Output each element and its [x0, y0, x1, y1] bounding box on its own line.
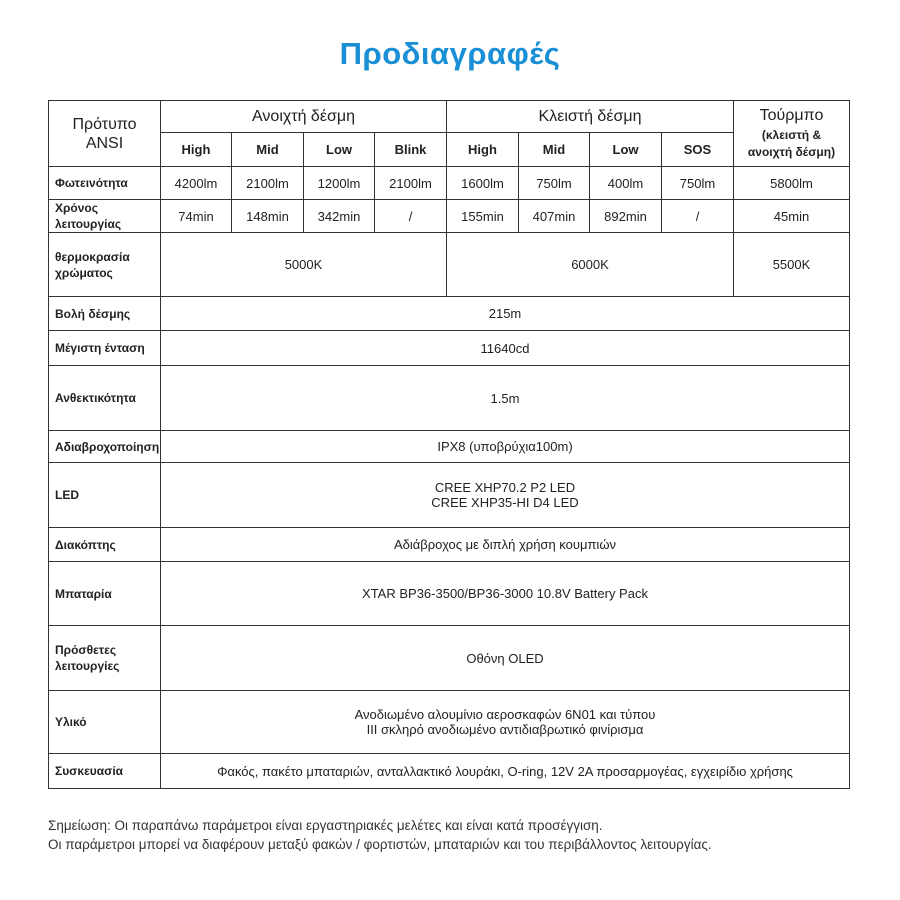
mode-header-row: [49, 133, 850, 167]
cell: 5000K: [161, 233, 447, 297]
cell: 4200lm: [161, 167, 232, 200]
cell: Ανοδιωμένο αλουμίνιο αεροσκαφών 6N01 και τύπου III σκληρό ανοδιωμένο αντιδιαβρωτικό φινίρισμα: [161, 691, 850, 754]
mode-closed-low: Low: [590, 133, 662, 167]
cell: 74min: [161, 200, 232, 233]
mode-open-low: Low: [304, 133, 375, 167]
cell: Οθόνη OLED: [161, 626, 850, 691]
cell: 11640cd: [161, 331, 850, 366]
cell: 5800lm: [734, 167, 850, 200]
cell: 155min: [447, 200, 519, 233]
cell: 1600lm: [447, 167, 519, 200]
row-label: Βολή δέσμης: [49, 297, 161, 331]
turbo-header: Τούρμπο (κλειστή & ανοιχτή δέσμη): [734, 101, 850, 167]
table-row: [49, 562, 850, 626]
spec-table: [48, 100, 850, 789]
row-label: Μπαταρία: [49, 562, 161, 626]
cell: 5500K: [734, 233, 850, 297]
table-row: [49, 167, 850, 200]
footnote-line: Σημείωση: Οι παραπάνω παράμετροι είναι εργαστηριακές μελέτες και είναι κατά προσέγγιση.: [48, 818, 603, 833]
row-label: Φωτεινότητα: [49, 167, 161, 200]
cell: 2100lm: [232, 167, 304, 200]
cell: XTAR BP36-3500/BP36-3000 10.8V Battery Pack: [161, 562, 850, 626]
table-row: [49, 691, 850, 754]
cell: Φακός, πακέτο μπαταριών, ανταλλακτικό λουράκι, O-ring, 12V 2A προσαρμογέας, εγχειρίδιο χρήσης: [161, 754, 850, 789]
cell: 892min: [590, 200, 662, 233]
cell: 1200lm: [304, 167, 375, 200]
table-row: [49, 754, 850, 789]
page-title: Προδιαγραφές: [339, 36, 561, 71]
cell: 400lm: [590, 167, 662, 200]
open-beam-header: Ανοιχτή δέσμη: [161, 101, 447, 133]
cell: 148min: [232, 200, 304, 233]
cell: 407min: [519, 200, 590, 233]
cell: Αδιάβροχος με διπλή χρήση κουμπιών: [161, 528, 850, 562]
ansi-header: Πρότυπο ANSI: [49, 101, 161, 167]
cell: 2100lm: [375, 167, 447, 200]
mode-closed-high: High: [447, 133, 519, 167]
row-label: θερμοκρασία χρώματος: [49, 233, 161, 297]
closed-beam-header: Κλειστή δέσμη: [447, 101, 734, 133]
cell: 750lm: [519, 167, 590, 200]
cell: 45min: [734, 200, 850, 233]
row-label: Χρόνος λειτουργίας: [49, 200, 161, 233]
row-label: Ανθεκτικότητα: [49, 366, 161, 431]
header-row: [49, 101, 850, 133]
cell: /: [662, 200, 734, 233]
cell: IPX8 (υποβρύχια100m): [161, 431, 850, 463]
mode-open-blink: Blink: [375, 133, 447, 167]
footnote: [48, 816, 712, 854]
row-label: Συσκευασία: [49, 754, 161, 789]
row-label: Πρόσθετες λειτουργίες: [49, 626, 161, 691]
cell: CREE XHP70.2 P2 LED CREE XHP35-HI D4 LED: [161, 463, 850, 528]
cell: 1.5m: [161, 366, 850, 431]
table-row: [49, 366, 850, 431]
table-row: [49, 431, 850, 463]
mode-closed-mid: Mid: [519, 133, 590, 167]
mode-open-high: High: [161, 133, 232, 167]
mode-closed-sos: SOS: [662, 133, 734, 167]
table-row: [49, 233, 850, 297]
table-row: [49, 463, 850, 528]
table-row: [49, 297, 850, 331]
cell: 6000K: [447, 233, 734, 297]
footnote-line: Οι παράμετροι μπορεί να διαφέρουν μεταξύ φακών / φορτιστών, μπαταριών και του περιβάλλοντος λειτουργίας.: [48, 837, 712, 852]
row-label: Διακόπτης: [49, 528, 161, 562]
row-label: Αδιαβροχοποίηση: [49, 431, 161, 463]
table-row: [49, 331, 850, 366]
row-label: LED: [49, 463, 161, 528]
cell: 342min: [304, 200, 375, 233]
table-row: [49, 626, 850, 691]
cell: /: [375, 200, 447, 233]
row-label: Μέγιστη ένταση: [49, 331, 161, 366]
mode-open-mid: Mid: [232, 133, 304, 167]
cell: 750lm: [662, 167, 734, 200]
table-row: [49, 528, 850, 562]
table-row: [49, 200, 850, 233]
cell: 215m: [161, 297, 850, 331]
row-label: Υλικό: [49, 691, 161, 754]
